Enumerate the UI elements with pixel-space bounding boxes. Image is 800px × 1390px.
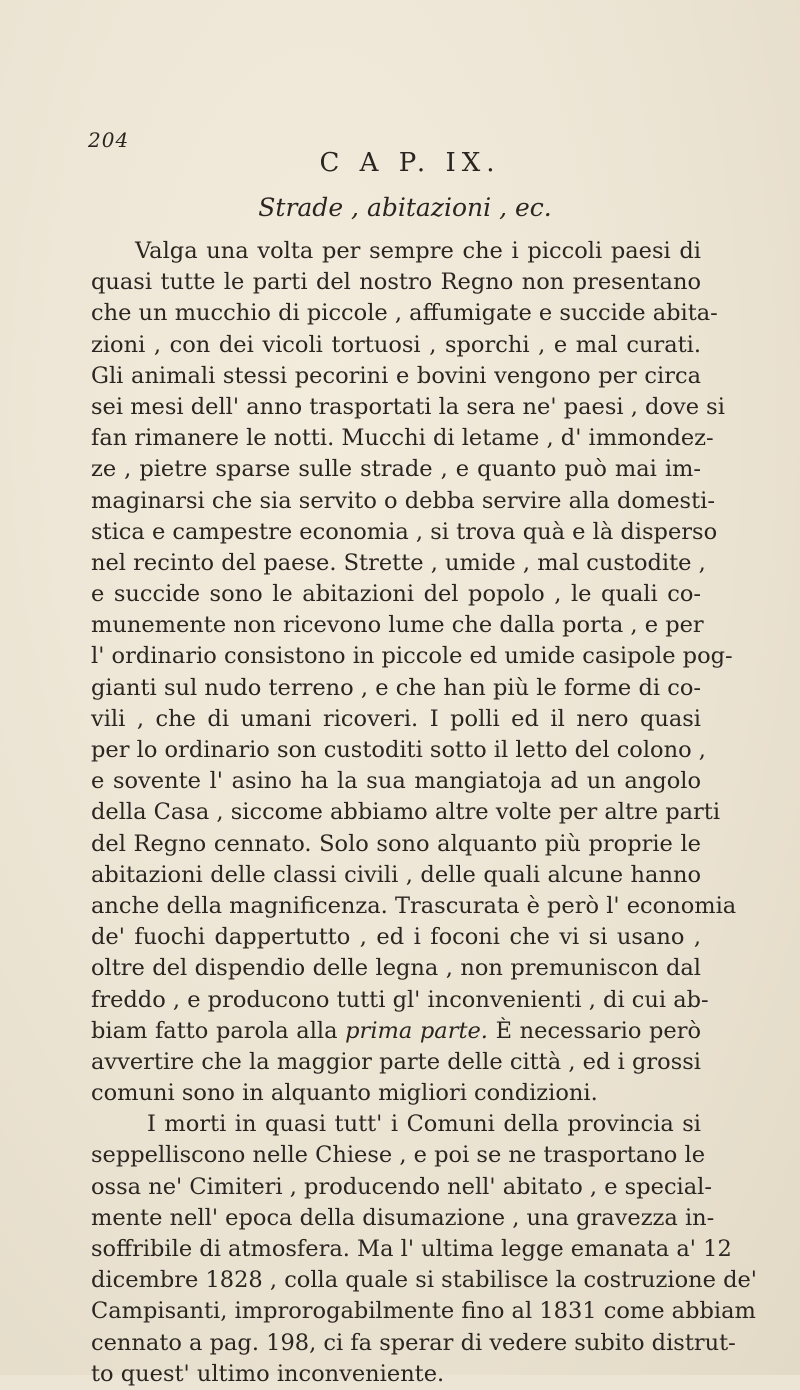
page-number: 204 bbox=[88, 128, 130, 152]
text-line: freddo , e producono tutti gl' inconvenienti , di cui ab- bbox=[91, 986, 709, 1013]
text-line: per lo ordinario son custoditi sotto il letto del colono , bbox=[91, 737, 706, 763]
text-line: abitazioni delle classi civili , delle quali alcune hanno bbox=[91, 861, 701, 888]
text-line: biam fatto parola alla prima parte. È necessario però bbox=[91, 1017, 701, 1044]
text-line: vili , che di umani ricoveri. I polli ed il nero quasi bbox=[91, 705, 701, 732]
text-line: gianti sul nudo terreno , e che han più le forme di co- bbox=[91, 674, 701, 701]
text-line: che un mucchio di piccole , affumigate e succide abita- bbox=[91, 300, 718, 327]
text-line: e succide sono le abitazioni del popolo , le quali co- bbox=[91, 581, 701, 608]
text-line: ossa ne' Cimiteri , producendo nell' abitato , e special- bbox=[91, 1173, 712, 1200]
text-line: anche della magnificenza. Trascurata è però l' economia bbox=[91, 892, 737, 919]
text-line: Valga una volta per sempre che i piccoli paesi di bbox=[135, 238, 701, 264]
body-text bbox=[91, 236, 757, 1390]
text-line: oltre del dispendio delle legna , non premuniscon dal bbox=[91, 955, 701, 982]
text-line: mente nell' epoca della disumazione , una gravezza in- bbox=[91, 1204, 715, 1231]
text-line: seppelliscono nelle Chiese , e poi se ne trasportano le bbox=[91, 1142, 706, 1169]
text-line: munemente non ricevono lume che dalla porta , e per bbox=[91, 612, 704, 639]
text-line: della Casa , siccome abbiamo altre volte per altre parti bbox=[91, 799, 721, 826]
text-line: quasi tutte le parti del nostro Regno non presentano bbox=[91, 269, 701, 296]
text-line: stica e campestre economia , si trova quà e là disperso bbox=[91, 518, 718, 545]
text-line: fan rimanere le notti. Mucchi di letame , d' immondez- bbox=[91, 425, 714, 452]
text-line: del Regno cennato. Solo sono alquanto più proprie le bbox=[91, 830, 701, 857]
text-line: sei mesi dell' anno trasportati la sera ne' paesi , dove si bbox=[91, 393, 725, 420]
text-line: comuni sono in alquanto migliori condizioni. bbox=[91, 1080, 598, 1107]
text-line: zioni , con dei vicoli tortuosi , sporchi , e mal curati. bbox=[91, 331, 701, 358]
text-line: soffribile di atmosfera. Ma l' ultima legge emanata a' 12 bbox=[91, 1236, 732, 1262]
chapter-subtitle: Strade , abitazioni , ec. bbox=[258, 193, 552, 222]
text-line: e sovente l' asino ha la sua mangiatoja ad un angolo bbox=[91, 768, 701, 795]
text-line: l' ordinario consistono in piccole ed umide casipole pog- bbox=[91, 643, 733, 670]
text-line: avvertire che la maggior parte delle città , ed i grossi bbox=[91, 1048, 701, 1075]
text-line: dicembre 1828 , colla quale si stabilisce la costruzione de' bbox=[91, 1267, 757, 1294]
text-line: maginarsi che sia servito o debba servire alla domesti- bbox=[91, 487, 715, 514]
text-line: de' fuochi dappertutto , ed i foconi che vi si usano , bbox=[91, 924, 701, 951]
text-line: Gli animali stessi pecorini e bovini vengono per circa bbox=[91, 362, 701, 389]
text-line: ze , pietre sparse sulle strade , e quanto può mai im- bbox=[91, 456, 701, 483]
chapter-title: C A P. IX. bbox=[319, 148, 501, 178]
text-line: Campisanti, improrogabilmente fino al 1831 come abbiam bbox=[91, 1298, 756, 1325]
text-line: cennato a pag. 198, ci fa sperar di vedere subito distrut- bbox=[91, 1329, 736, 1356]
text-line: nel recinto del paese. Strette , umide , mal custodite , bbox=[91, 549, 706, 576]
text-line: to quest' ultimo inconveniente. bbox=[91, 1360, 445, 1387]
text-line: I morti in quasi tutt' i Comuni della provincia si bbox=[147, 1111, 701, 1138]
